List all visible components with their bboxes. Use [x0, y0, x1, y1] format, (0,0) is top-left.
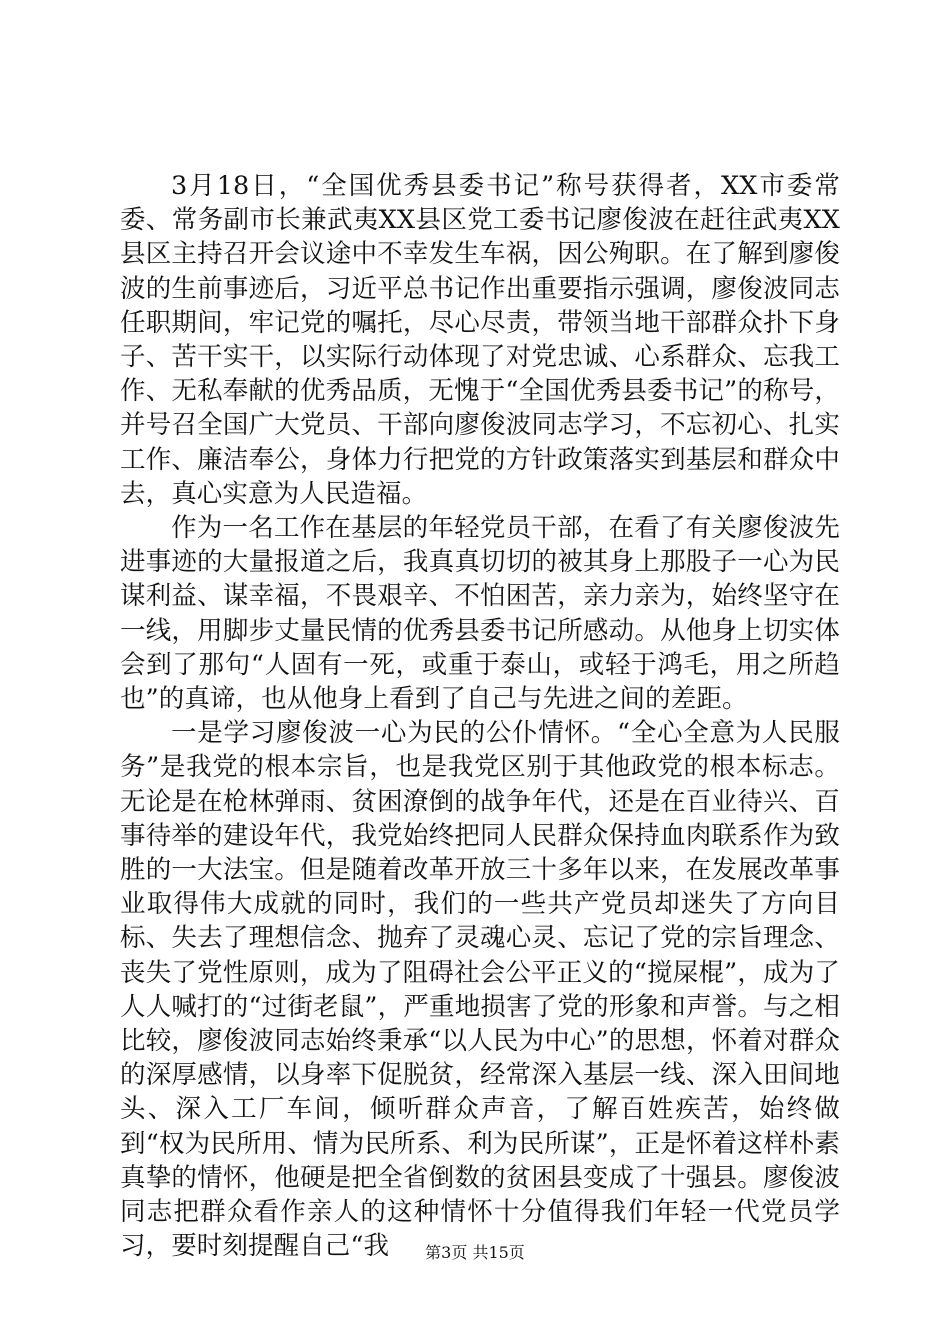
document-body	[120, 169, 840, 1264]
paragraph-2: 作为一名工作在基层的年轻党员干部，在看了有关廖俊波先进事迹的大量报道之后，我真真切切的被其身上那股子一心为民谋利益、谋幸福，不畏艰辛、不怕困苦，亲力亲为，始终坚守在一线，用脚步丈量民情的优秀县委书记所感动。从他身上切实体会到了那句“人固有一死，或重于泰山，或轻于鸿毛，用之所趋也”的真谛，也从他身上看到了自己与先进之间的差距。	[120, 513, 840, 715]
paragraph-3: 一是学习廖俊波一心为民的公仆情怀。“全心全意为人民服务”是我党的根本宗旨，也是我党区别于其他政党的根本标志。无论是在枪林弹雨、贫困潦倒的战争年代，还是在百业待兴、百事待举的建设年代，我党始终把同人民群众保持血肉联系作为致胜的一大法宝。但是随着改革开放三十多年以来，在发展改革事业取得伟大成就的同时，我们的一些共产党员却迷失了方向目标、失去了理想信念、抛弃了灵魂心灵、忘记了党的宗旨理念、丧失了党性原则，成为了阻碍社会公平正义的“搅屎棍”，成为了人人喊打的“过街老鼠”，严重地损害了党的形象和声誉。与之相比较，廖俊波同志始终秉承“以人民为中心”的思想，怀着对群众的深厚感情，以身率下促脱贫，经常深入基层一线、深入田间地头、深入工厂车间，倾听群众声音，了解百姓疾苦，始终做到“权为民所用、情为民所系、利为民所谋”，正是怀着这样朴素真挚的情怀，他硬是把全省倒数的贫困县变成了十强县。廖俊波同志把群众看作亲人的这种情怀十分值得我们年轻一代党员学习，要时刻提醒自己“我	[120, 718, 840, 1262]
page-footer: 第3页 共15页	[425, 1243, 525, 1262]
paragraph-1: 3月18日，“全国优秀县委书记”称号获得者，XX市委常委、常务副市长兼武夷XX县区党工委书记廖俊波在赶往武夷XX县区主持召开会议途中不幸发生车祸，因公殉职。在了解到廖俊波的生前事迹后，习近平总书记作出重要指示强调，廖俊波同志任职期间，牢记党的嘱托，尽心尽责，带领当地干部群众扑下身子、苦干实干，以实际行动体现了对党忠诚、心系群众、忘我工作、无私奉献的优秀品质，无愧于“全国优秀县委书记”的称号，并号召全国广大党员、干部向廖俊波同志学习，不忘初心、扎实工作、廉洁奉公，身体力行把党的方针政策落实到基层和群众中去，真心实意为人民造福。	[120, 171, 840, 509]
